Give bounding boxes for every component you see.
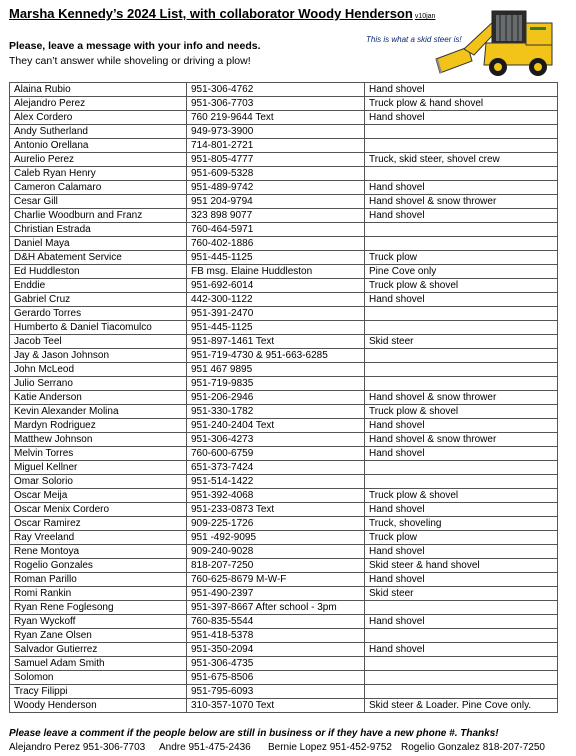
phone-cell: 951 467 9895 xyxy=(187,363,365,377)
service-cell: Hand shovel & snow thrower xyxy=(365,433,558,447)
service-cell: Truck plow & shovel xyxy=(365,489,558,503)
service-cell: Truck plow xyxy=(365,531,558,545)
name-cell: Mardyn Rodriguez xyxy=(10,419,187,433)
table-row xyxy=(10,503,558,517)
table-row xyxy=(10,167,558,181)
phone-cell: 951-490-2397 xyxy=(187,587,365,601)
service-cell xyxy=(365,321,558,335)
service-cell: Truck plow & shovel xyxy=(365,405,558,419)
table-row xyxy=(10,405,558,419)
name-cell: Samuel Adam Smith xyxy=(10,657,187,671)
name-cell: Oscar Menix Cordero xyxy=(10,503,187,517)
service-cell xyxy=(365,167,558,181)
table-row xyxy=(10,433,558,447)
name-cell: Jacob Teel xyxy=(10,335,187,349)
image-caption: This is what a skid steer is! xyxy=(366,35,462,44)
table-row xyxy=(10,125,558,139)
name-cell: Oscar Ramirez xyxy=(10,517,187,531)
version-tag: v10jan xyxy=(414,13,436,20)
table-row xyxy=(10,265,558,279)
phone-cell: 951-445-1125 xyxy=(187,251,365,265)
service-cell xyxy=(365,629,558,643)
table-row xyxy=(10,251,558,265)
name-cell: Miguel Kellner xyxy=(10,461,187,475)
name-cell: Melvin Torres xyxy=(10,447,187,461)
footer-contact: Andre 951-475-2436 xyxy=(159,742,251,753)
service-cell: Hand shovel xyxy=(365,503,558,517)
name-cell: Ryan Wyckoff xyxy=(10,615,187,629)
skid-steer-image xyxy=(434,3,558,77)
service-cell: Pine Cove only xyxy=(365,265,558,279)
service-cell: Hand shovel xyxy=(365,83,558,97)
phone-cell: 951-897-1461 Text xyxy=(187,335,365,349)
name-cell: Jay & Jason Johnson xyxy=(10,349,187,363)
table-row xyxy=(10,377,558,391)
phone-cell: 760-402-1886 xyxy=(187,237,365,251)
phone-cell: 951-719-9835 xyxy=(187,377,365,391)
phone-cell: 760 219-9644 Text xyxy=(187,111,365,125)
table-row xyxy=(10,83,558,97)
table-row xyxy=(10,321,558,335)
name-cell: Alejandro Perez xyxy=(10,97,187,111)
phone-cell: 760-464-5971 xyxy=(187,223,365,237)
name-cell: Alex Cordero xyxy=(10,111,187,125)
title-text: Marsha Kennedy’s 2024 List, with collaborator Woody Henderson xyxy=(9,6,413,21)
phone-cell: 951-306-4735 xyxy=(187,657,365,671)
phone-cell: 951-306-4273 xyxy=(187,433,365,447)
phone-cell: 951-392-4068 xyxy=(187,489,365,503)
service-cell xyxy=(365,125,558,139)
service-cell xyxy=(365,475,558,489)
table-row xyxy=(10,573,558,587)
service-cell xyxy=(365,461,558,475)
phone-cell: 951-240-2404 Text xyxy=(187,419,365,433)
phone-cell: 760-625-8679 M-W-F xyxy=(187,573,365,587)
phone-cell: 951-306-7703 xyxy=(187,97,365,111)
phone-cell: 951-692-6014 xyxy=(187,279,365,293)
name-cell: Aurelio Perez xyxy=(10,153,187,167)
name-cell: Rene Montoya xyxy=(10,545,187,559)
phone-cell: 760-835-5544 xyxy=(187,615,365,629)
phone-cell: 951 -492-9095 xyxy=(187,531,365,545)
phone-cell: 951-514-1422 xyxy=(187,475,365,489)
name-cell: Gabriel Cruz xyxy=(10,293,187,307)
service-cell xyxy=(365,671,558,685)
table-row xyxy=(10,475,558,489)
table-row xyxy=(10,223,558,237)
table-row xyxy=(10,209,558,223)
phone-cell: 760-600-6759 xyxy=(187,447,365,461)
phone-cell: 951-719-4730 & 951-663-6285 xyxy=(187,349,365,363)
table-row xyxy=(10,657,558,671)
table-row xyxy=(10,559,558,573)
phone-cell: 951-306-4762 xyxy=(187,83,365,97)
table-row xyxy=(10,643,558,657)
table-row xyxy=(10,335,558,349)
service-cell xyxy=(365,139,558,153)
name-cell: Katie Anderson xyxy=(10,391,187,405)
table-row xyxy=(10,391,558,405)
table-row xyxy=(10,237,558,251)
service-cell: Hand shovel xyxy=(365,447,558,461)
name-cell: Salvador Gutierrez xyxy=(10,643,187,657)
table-row xyxy=(10,545,558,559)
name-cell: Julio Serrano xyxy=(10,377,187,391)
phone-cell: 951-805-4777 xyxy=(187,153,365,167)
phone-cell: 818-207-7250 xyxy=(187,559,365,573)
service-cell: Hand shovel xyxy=(365,181,558,195)
phone-cell: 949-973-3900 xyxy=(187,125,365,139)
name-cell: John McLeod xyxy=(10,363,187,377)
service-cell xyxy=(365,685,558,699)
name-cell: Caleb Ryan Henry xyxy=(10,167,187,181)
phone-cell: 951-609-5328 xyxy=(187,167,365,181)
phone-cell: 951-675-8506 xyxy=(187,671,365,685)
service-cell: Hand shovel xyxy=(365,293,558,307)
service-cell xyxy=(365,223,558,237)
service-cell: Skid steer & hand shovel xyxy=(365,559,558,573)
table-row xyxy=(10,685,558,699)
table-row xyxy=(10,615,558,629)
service-cell xyxy=(365,237,558,251)
document-title xyxy=(9,6,435,21)
name-cell: Tracy Filippi xyxy=(10,685,187,699)
table-row xyxy=(10,349,558,363)
name-cell: Charlie Woodburn and Franz xyxy=(10,209,187,223)
service-cell: Truck plow & hand shovel xyxy=(365,97,558,111)
phone-cell: 951-418-5378 xyxy=(187,629,365,643)
name-cell: Christian Estrada xyxy=(10,223,187,237)
service-cell: Hand shovel & snow thrower xyxy=(365,391,558,405)
service-cell xyxy=(365,349,558,363)
name-cell: Oscar Meija xyxy=(10,489,187,503)
service-cell xyxy=(365,363,558,377)
name-cell: Ed Huddleston xyxy=(10,265,187,279)
table-row xyxy=(10,153,558,167)
name-cell: Antonio Orellana xyxy=(10,139,187,153)
name-cell: D&H Abatement Service xyxy=(10,251,187,265)
footer-note: Please leave a comment if the people below are still in business or if they have a new phone #. Thanks! xyxy=(9,728,499,739)
phone-cell: 951-330-1782 xyxy=(187,405,365,419)
table-row xyxy=(10,111,558,125)
service-cell: Skid steer xyxy=(365,335,558,349)
service-cell: Hand shovel xyxy=(365,643,558,657)
phone-cell: 909-240-9028 xyxy=(187,545,365,559)
name-cell: Rogelio Gonzales xyxy=(10,559,187,573)
name-cell: Roman Parillo xyxy=(10,573,187,587)
service-cell xyxy=(365,601,558,615)
phone-cell: 323 898 9077 xyxy=(187,209,365,223)
service-cell: Hand shovel & snow thrower xyxy=(365,195,558,209)
service-cell: Hand shovel xyxy=(365,573,558,587)
table-row xyxy=(10,97,558,111)
name-cell: Kevin Alexander Molina xyxy=(10,405,187,419)
phone-cell: 714-801-2721 xyxy=(187,139,365,153)
table-row xyxy=(10,363,558,377)
name-cell: Ray Vreeland xyxy=(10,531,187,545)
phone-cell: 951 204-9794 xyxy=(187,195,365,209)
table-row xyxy=(10,293,558,307)
service-cell: Skid steer xyxy=(365,587,558,601)
name-cell: Romi Rankin xyxy=(10,587,187,601)
service-cell: Hand shovel xyxy=(365,615,558,629)
name-cell: Cameron Calamaro xyxy=(10,181,187,195)
phone-cell: 442-300-1122 xyxy=(187,293,365,307)
table-row xyxy=(10,447,558,461)
service-cell: Truck, shoveling xyxy=(365,517,558,531)
service-cell: Truck plow & shovel xyxy=(365,279,558,293)
service-cell xyxy=(365,307,558,321)
table-row xyxy=(10,531,558,545)
phone-cell: 951-445-1125 xyxy=(187,321,365,335)
phone-cell: 951-489-9742 xyxy=(187,181,365,195)
name-cell: Andy Sutherland xyxy=(10,125,187,139)
service-cell xyxy=(365,657,558,671)
phone-cell: 951-206-2946 xyxy=(187,391,365,405)
name-cell: Solomon xyxy=(10,671,187,685)
table-row xyxy=(10,279,558,293)
table-row xyxy=(10,489,558,503)
table-row xyxy=(10,699,558,713)
service-cell: Hand shovel xyxy=(365,419,558,433)
availability-note: They can’t answer while shoveling or driving a plow! xyxy=(9,55,251,67)
table-row xyxy=(10,587,558,601)
name-cell: Matthew Johnson xyxy=(10,433,187,447)
table-row xyxy=(10,517,558,531)
table-row xyxy=(10,461,558,475)
name-cell: Ryan Rene Foglesong xyxy=(10,601,187,615)
table-row xyxy=(10,601,558,615)
phone-cell: 951-397-8667 After school - 3pm xyxy=(187,601,365,615)
phone-cell: 651-373-7424 xyxy=(187,461,365,475)
service-cell: Hand shovel xyxy=(365,111,558,125)
service-cell: Truck plow xyxy=(365,251,558,265)
phone-cell: 951-350-2094 xyxy=(187,643,365,657)
footer-contact: Bernie Lopez 951-452-9752 xyxy=(268,742,392,753)
name-cell: Woody Henderson xyxy=(10,699,187,713)
phone-cell: 951-391-2470 xyxy=(187,307,365,321)
table-row xyxy=(10,139,558,153)
name-cell: Cesar Gill xyxy=(10,195,187,209)
service-cell: Hand shovel xyxy=(365,545,558,559)
contractor-table xyxy=(9,82,558,713)
footer-contact: Rogelio Gonzalez 818-207-7250 xyxy=(401,742,545,753)
phone-cell: FB msg. Elaine Huddleston xyxy=(187,265,365,279)
phone-cell: 951-233-0873 Text xyxy=(187,503,365,517)
table-row xyxy=(10,195,558,209)
phone-cell: 909-225-1726 xyxy=(187,517,365,531)
request-text: Please, leave a message with your info and needs. xyxy=(9,40,261,52)
name-cell: Enddie xyxy=(10,279,187,293)
table-row xyxy=(10,419,558,433)
name-cell: Gerardo Torres xyxy=(10,307,187,321)
phone-cell: 951-795-6093 xyxy=(187,685,365,699)
name-cell: Daniel Maya xyxy=(10,237,187,251)
service-cell: Truck, skid steer, shovel crew xyxy=(365,153,558,167)
service-cell: Skid steer & Loader. Pine Cove only. xyxy=(365,699,558,713)
footer-contact: Alejandro Perez 951-306-7703 xyxy=(9,742,146,753)
table-row xyxy=(10,629,558,643)
service-cell xyxy=(365,377,558,391)
name-cell: Ryan Zane Olsen xyxy=(10,629,187,643)
table-row xyxy=(10,181,558,195)
name-cell: Humberto & Daniel Tiacomulco xyxy=(10,321,187,335)
phone-cell: 310-357-1070 Text xyxy=(187,699,365,713)
name-cell: Alaina Rubio xyxy=(10,83,187,97)
table-row xyxy=(10,307,558,321)
name-cell: Omar Solorio xyxy=(10,475,187,489)
table-row xyxy=(10,671,558,685)
service-cell: Hand shovel xyxy=(365,209,558,223)
